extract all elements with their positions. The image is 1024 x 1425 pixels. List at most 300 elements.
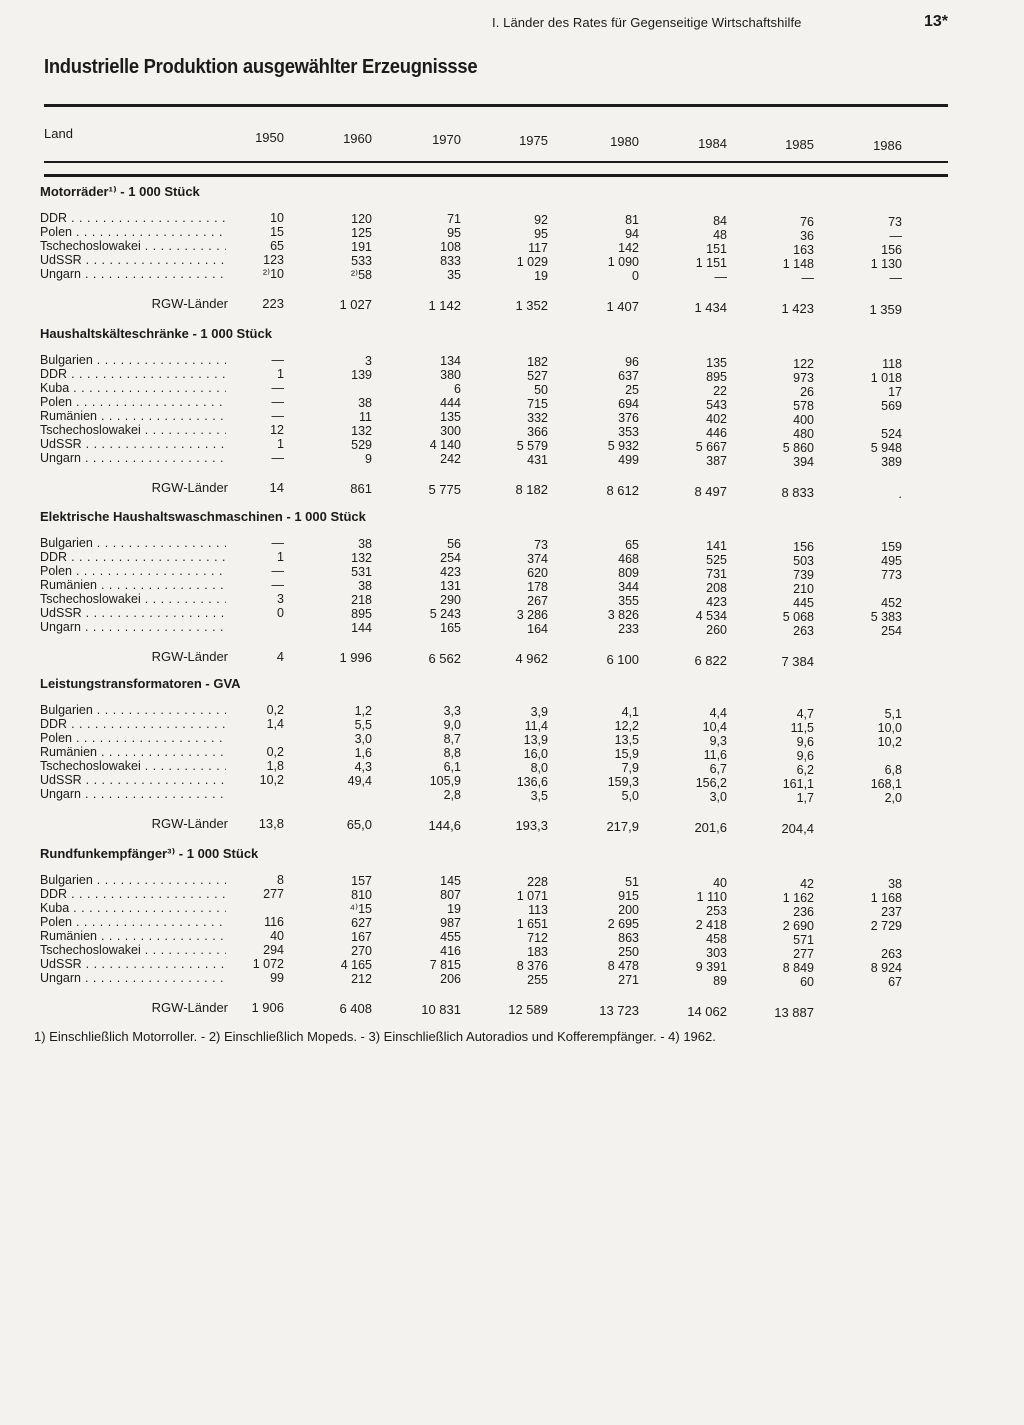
table-cell: —	[271, 409, 284, 423]
table-row	[0, 353, 1024, 372]
table-cell: 19	[534, 268, 548, 283]
country-label: UdSSR	[40, 773, 82, 787]
table-cell: 569	[881, 399, 902, 414]
table-cell: 142	[618, 241, 639, 256]
table-cell: 4,4	[709, 706, 727, 720]
country-name	[40, 353, 226, 367]
table-cell: 9,3	[709, 734, 727, 748]
table-cell: 895	[351, 606, 372, 621]
table-cell: 6,2	[796, 762, 814, 777]
total-cell: 4 962	[515, 651, 548, 667]
table-cell: 416	[440, 944, 461, 959]
table-cell: 468	[618, 552, 639, 567]
country-label: Polen	[40, 915, 72, 929]
table-cell: 3,9	[530, 704, 548, 719]
table-row	[0, 367, 1024, 386]
table-cell: 9	[365, 451, 372, 466]
table-cell: 132	[351, 423, 372, 438]
table-cell: 2 695	[607, 917, 639, 932]
table-cell: 15,9	[614, 747, 639, 762]
total-cell: 1 359	[869, 301, 902, 317]
table-cell: 134	[440, 354, 461, 369]
table-cell: 94	[625, 227, 639, 242]
total-row	[0, 816, 1024, 836]
country-name	[40, 592, 226, 606]
table-cell: 524	[881, 427, 902, 442]
table-cell: 122	[793, 356, 814, 371]
table-cell: —	[271, 381, 284, 395]
table-cell: 17	[888, 385, 902, 400]
country-label: UdSSR	[40, 957, 82, 971]
total-cell: 1 407	[606, 299, 639, 315]
table-cell: —	[801, 270, 814, 285]
total-cell: 65,0	[346, 816, 372, 832]
table-cell: 6,8	[884, 763, 902, 778]
total-row	[0, 480, 1024, 501]
table-cell: —	[889, 271, 902, 286]
table-cell: 206	[440, 972, 461, 987]
table-rule-body	[44, 174, 948, 177]
total-cell: 8 182	[515, 482, 548, 498]
table-cell: 480	[793, 426, 814, 441]
total-cell: 4	[276, 649, 284, 664]
table-cell: 48	[713, 228, 727, 242]
country-name	[40, 873, 226, 887]
total-cell: 1 027	[339, 296, 372, 312]
table-cell: 2,0	[884, 791, 902, 806]
table-cell: 9 391	[695, 960, 727, 974]
table-cell: 1 168	[870, 891, 902, 906]
table-row	[0, 381, 1024, 400]
table-row	[0, 564, 1024, 583]
table-cell: 6	[454, 382, 461, 397]
table-cell: 1 151	[695, 256, 727, 270]
table-cell: 1 071	[516, 888, 548, 903]
total-cell: 204,4	[781, 820, 814, 836]
table-cell: 380	[440, 368, 461, 383]
table-cell: 4,1	[621, 705, 639, 720]
table-cell: 151	[706, 242, 727, 256]
table-cell: 5 243	[429, 607, 461, 622]
table-cell: 136,6	[516, 774, 548, 789]
table-cell: 1 072	[252, 957, 284, 971]
table-cell: 3,0	[709, 790, 727, 804]
table-cell: 253	[706, 904, 727, 918]
table-cell: 254	[440, 551, 461, 566]
table-cell: 135	[440, 410, 461, 425]
total-label: RGW-Länder	[151, 1000, 228, 1015]
country-label: Polen	[40, 564, 72, 578]
table-cell: 212	[351, 971, 372, 986]
table-row	[0, 578, 1024, 596]
table-cell: 444	[440, 396, 461, 411]
table-cell: 423	[706, 595, 727, 609]
table-row	[0, 703, 1024, 722]
country-label: DDR	[40, 367, 68, 381]
table-cell: 445	[793, 595, 814, 610]
table-cell: 0	[277, 606, 284, 620]
table-cell: 263	[881, 947, 902, 962]
table-row	[0, 253, 1024, 272]
country-label: Tschechoslowakei	[40, 423, 141, 437]
table-row	[0, 887, 1024, 906]
table-cell: 533	[351, 253, 372, 268]
total-cell: 1 906	[251, 1000, 284, 1015]
table-cell: 8	[277, 873, 284, 887]
total-cell: 6 408	[339, 1000, 372, 1016]
table-cell: 1 029	[516, 254, 548, 269]
country-name	[40, 901, 226, 915]
table-cell: 10,2	[259, 773, 284, 787]
country-name	[40, 267, 226, 281]
section-title: Motorräder¹⁾ - 1 000 Stück	[40, 184, 200, 199]
section-title: Haushaltskälteschränke - 1 000 Stück	[40, 326, 272, 341]
table-cell: 402	[706, 412, 727, 426]
country-name	[40, 367, 226, 381]
country-name	[40, 957, 226, 971]
country-label: Ungarn	[40, 787, 81, 801]
country-name	[40, 717, 226, 731]
country-label: Tschechoslowakei	[40, 759, 141, 773]
total-cell: 14 062	[687, 1004, 727, 1019]
table-row	[0, 606, 1024, 625]
country-label: Rumänien	[40, 578, 97, 592]
table-cell: 973	[793, 370, 814, 385]
table-cell: 8 924	[870, 961, 902, 976]
table-row	[0, 717, 1024, 736]
table-cell: 250	[618, 945, 639, 960]
table-cell: 6,7	[709, 762, 727, 776]
table-cell: 16,0	[523, 746, 548, 761]
table-cell: 4 140	[429, 438, 461, 453]
table-cell: —	[271, 451, 284, 465]
table-row	[0, 745, 1024, 763]
country-name	[40, 253, 226, 267]
table-row	[0, 267, 1024, 286]
table-cell: 156	[793, 539, 814, 554]
table-cell: 5 383	[870, 610, 902, 625]
column-header-year: 1970	[432, 132, 461, 147]
country-label: Kuba	[40, 901, 70, 915]
table-row	[0, 901, 1024, 920]
column-header-year: 1986	[873, 138, 902, 153]
country-name	[40, 437, 226, 451]
table-cell: 620	[527, 565, 548, 580]
table-row	[0, 437, 1024, 456]
country-label: Ungarn	[40, 620, 81, 634]
table-cell: 73	[534, 537, 548, 552]
table-cell: 255	[527, 972, 548, 987]
table-cell: 2 729	[870, 919, 902, 934]
table-cell: 895	[706, 370, 727, 384]
table-cell: 529	[351, 437, 372, 452]
table-cell: 38	[358, 578, 372, 593]
total-cell: 8 612	[606, 483, 639, 499]
table-cell: 7,9	[621, 761, 639, 776]
running-title: I. Länder des Rates für Gegenseitige Wirtschaftshilfe	[492, 15, 802, 30]
table-cell: 3,3	[443, 704, 461, 719]
total-row	[0, 649, 1024, 669]
country-name	[40, 211, 226, 225]
table-row	[0, 731, 1024, 750]
table-cell: 36	[800, 228, 814, 243]
table-cell: 531	[351, 564, 372, 579]
table-rule-top	[44, 104, 948, 107]
table-cell: 5,1	[884, 707, 902, 722]
table-cell: 156	[881, 243, 902, 258]
table-cell: 1	[277, 437, 284, 451]
table-cell: 423	[440, 565, 461, 580]
table-cell: 452	[881, 596, 902, 611]
table-cell: 108	[440, 240, 461, 255]
table-cell: 1 651	[516, 916, 548, 931]
table-cell: 15	[270, 225, 284, 239]
table-cell: 1,4	[266, 717, 284, 731]
column-header-year: 1980	[610, 134, 639, 149]
table-cell: 35	[447, 268, 461, 283]
table-cell: 332	[527, 410, 548, 425]
table-cell: 1 110	[696, 890, 727, 904]
country-label: UdSSR	[40, 606, 82, 620]
country-name	[40, 536, 226, 550]
country-name	[40, 887, 226, 901]
total-cell: .	[898, 485, 902, 501]
total-cell: 6 822	[694, 653, 727, 668]
table-cell: 125	[351, 225, 372, 240]
table-cell: 65	[270, 239, 284, 253]
table-cell: 4 534	[695, 609, 727, 623]
table-cell: 267	[527, 593, 548, 608]
total-row	[0, 1000, 1024, 1020]
country-name	[40, 423, 226, 437]
table-cell: 3,5	[530, 788, 548, 803]
table-cell: 76	[800, 214, 814, 229]
total-cell: 1 142	[428, 297, 461, 313]
table-cell: 73	[888, 215, 902, 230]
country-name	[40, 239, 226, 253]
country-name	[40, 550, 226, 564]
country-label: UdSSR	[40, 253, 82, 267]
table-cell: 527	[527, 368, 548, 383]
table-cell: 5 948	[870, 441, 902, 456]
table-cell: 22	[713, 384, 727, 398]
table-cell: 120	[351, 211, 372, 226]
table-cell: 3	[365, 353, 372, 368]
total-cell: 8 833	[781, 484, 814, 500]
table-cell: 42	[800, 876, 814, 891]
table-cell: 1	[277, 367, 284, 381]
table-cell: 13,5	[614, 733, 639, 748]
table-cell: 773	[881, 568, 902, 583]
table-cell: 458	[706, 932, 727, 946]
table-cell: 739	[793, 567, 814, 582]
total-cell: 13 723	[599, 1003, 639, 1019]
country-label: DDR	[40, 887, 68, 901]
table-cell: 2,8	[443, 788, 461, 803]
table-cell: 389	[881, 455, 902, 470]
table-cell: 218	[351, 592, 372, 607]
country-label: Polen	[40, 395, 72, 409]
table-row	[0, 395, 1024, 414]
table-cell: 8,7	[443, 732, 461, 747]
table-rule-header	[44, 161, 948, 163]
table-cell: 139	[351, 367, 372, 382]
table-cell: 387	[706, 454, 727, 468]
table-cell: 3 286	[516, 607, 548, 622]
table-cell: 455	[440, 930, 461, 945]
table-cell: 578	[793, 398, 814, 413]
table-cell: 11,6	[703, 748, 727, 762]
table-cell: —	[271, 564, 284, 578]
table-cell: 8 376	[516, 958, 548, 973]
country-name	[40, 943, 226, 957]
table-cell: —	[271, 353, 284, 367]
country-label: Polen	[40, 225, 72, 239]
table-cell: 9,6	[796, 748, 814, 763]
total-cell: 217,9	[606, 819, 639, 835]
total-cell: 12 589	[508, 1002, 548, 1018]
table-cell: 712	[527, 930, 548, 945]
table-cell: ²⁾10	[262, 267, 284, 281]
country-name	[40, 745, 226, 759]
country-label: Ungarn	[40, 267, 81, 281]
table-cell: 5,5	[354, 717, 372, 732]
column-header-year: 1950	[255, 130, 284, 145]
table-row	[0, 451, 1024, 470]
table-cell: 0,2	[266, 703, 284, 717]
country-label: Tschechoslowakei	[40, 239, 141, 253]
table-cell: ⁴⁾15	[349, 901, 372, 916]
country-label: Ungarn	[40, 971, 81, 985]
table-cell: 159,3	[607, 775, 639, 790]
table-cell: 863	[618, 931, 639, 946]
table-cell: 4,7	[796, 706, 814, 721]
column-header-year: 1985	[785, 137, 814, 152]
table-cell: 833	[440, 254, 461, 269]
table-row	[0, 773, 1024, 792]
table-cell: 294	[263, 943, 284, 957]
table-cell: 431	[527, 452, 548, 467]
country-label: Polen	[40, 731, 72, 745]
table-cell: 51	[625, 875, 639, 890]
table-cell: 5 932	[607, 439, 639, 454]
table-cell: 92	[534, 212, 548, 227]
table-cell: 271	[618, 973, 639, 988]
table-cell: 182	[527, 354, 548, 369]
table-cell: 141	[706, 539, 727, 553]
table-cell: 8,0	[530, 760, 548, 775]
table-row	[0, 957, 1024, 976]
country-label: Rumänien	[40, 929, 97, 943]
table-cell: 1 162	[782, 890, 814, 905]
table-cell: 260	[706, 623, 727, 637]
table-row	[0, 620, 1024, 639]
total-cell: 861	[350, 480, 372, 496]
table-cell: 277	[263, 887, 284, 901]
total-label: RGW-Länder	[151, 649, 228, 664]
column-header-land: Land	[44, 126, 73, 141]
country-name	[40, 381, 226, 395]
table-cell: 105,9	[429, 774, 461, 789]
table-cell: 715	[527, 396, 548, 411]
country-label: Rumänien	[40, 745, 97, 759]
country-name	[40, 929, 226, 943]
table-cell: 3 826	[607, 608, 639, 623]
table-cell: 810	[351, 887, 372, 902]
table-cell: 5 667	[695, 440, 727, 454]
table-cell: 366	[527, 424, 548, 439]
table-cell: 446	[706, 426, 727, 440]
country-name	[40, 564, 226, 578]
table-cell: 495	[881, 554, 902, 569]
table-cell: 1 018	[870, 371, 902, 386]
total-label: RGW-Länder	[151, 480, 228, 495]
country-name	[40, 915, 226, 929]
country-name	[40, 759, 226, 773]
total-label: RGW-Länder	[151, 296, 228, 311]
table-cell: 38	[358, 536, 372, 551]
column-header-year: 1984	[698, 136, 727, 151]
country-label: Tschechoslowakei	[40, 943, 141, 957]
table-cell: 236	[793, 904, 814, 919]
country-name	[40, 578, 226, 592]
table-cell: 95	[447, 226, 461, 241]
table-cell: 131	[440, 579, 461, 594]
table-cell: ²⁾58	[350, 267, 372, 282]
total-cell: 6 562	[428, 650, 461, 666]
table-cell: 26	[800, 384, 814, 399]
table-cell: 12,2	[614, 719, 639, 734]
country-label: Bulgarien	[40, 873, 93, 887]
table-cell: 374	[527, 551, 548, 566]
table-cell: 1,7	[796, 790, 814, 805]
table-cell: 303	[706, 946, 727, 960]
total-cell: 193,3	[515, 818, 548, 834]
table-cell: 637	[618, 369, 639, 384]
table-cell: 81	[625, 213, 639, 228]
total-cell: 201,6	[694, 820, 727, 835]
country-label: DDR	[40, 550, 68, 564]
table-cell: 0,2	[266, 745, 284, 759]
country-name	[40, 451, 226, 465]
table-cell: 8 849	[782, 960, 814, 975]
table-cell: 60	[800, 974, 814, 989]
table-cell: 163	[793, 242, 814, 257]
table-cell: 49,4	[347, 773, 372, 788]
table-cell: 84	[713, 214, 727, 228]
country-name	[40, 620, 226, 634]
country-label: Bulgarien	[40, 703, 93, 717]
table-cell: 5,0	[621, 789, 639, 804]
table-cell: 731	[706, 567, 727, 581]
section-title: Elektrische Haushaltswaschmaschinen - 1 000 Stück	[40, 509, 366, 524]
table-cell: 2 690	[782, 918, 814, 933]
country-label: UdSSR	[40, 437, 82, 451]
table-cell: 50	[534, 382, 548, 397]
table-cell: —	[271, 395, 284, 409]
table-cell: 89	[713, 974, 727, 988]
table-cell: —	[714, 270, 727, 284]
table-row	[0, 915, 1024, 934]
table-cell: 167	[351, 929, 372, 944]
table-row	[0, 929, 1024, 947]
table-cell: 157	[351, 873, 372, 888]
table-cell: 987	[440, 916, 461, 931]
total-cell: 1 352	[515, 298, 548, 314]
table-cell: —	[271, 578, 284, 592]
table-cell: 394	[793, 454, 814, 469]
table-cell: 9,6	[796, 734, 814, 749]
